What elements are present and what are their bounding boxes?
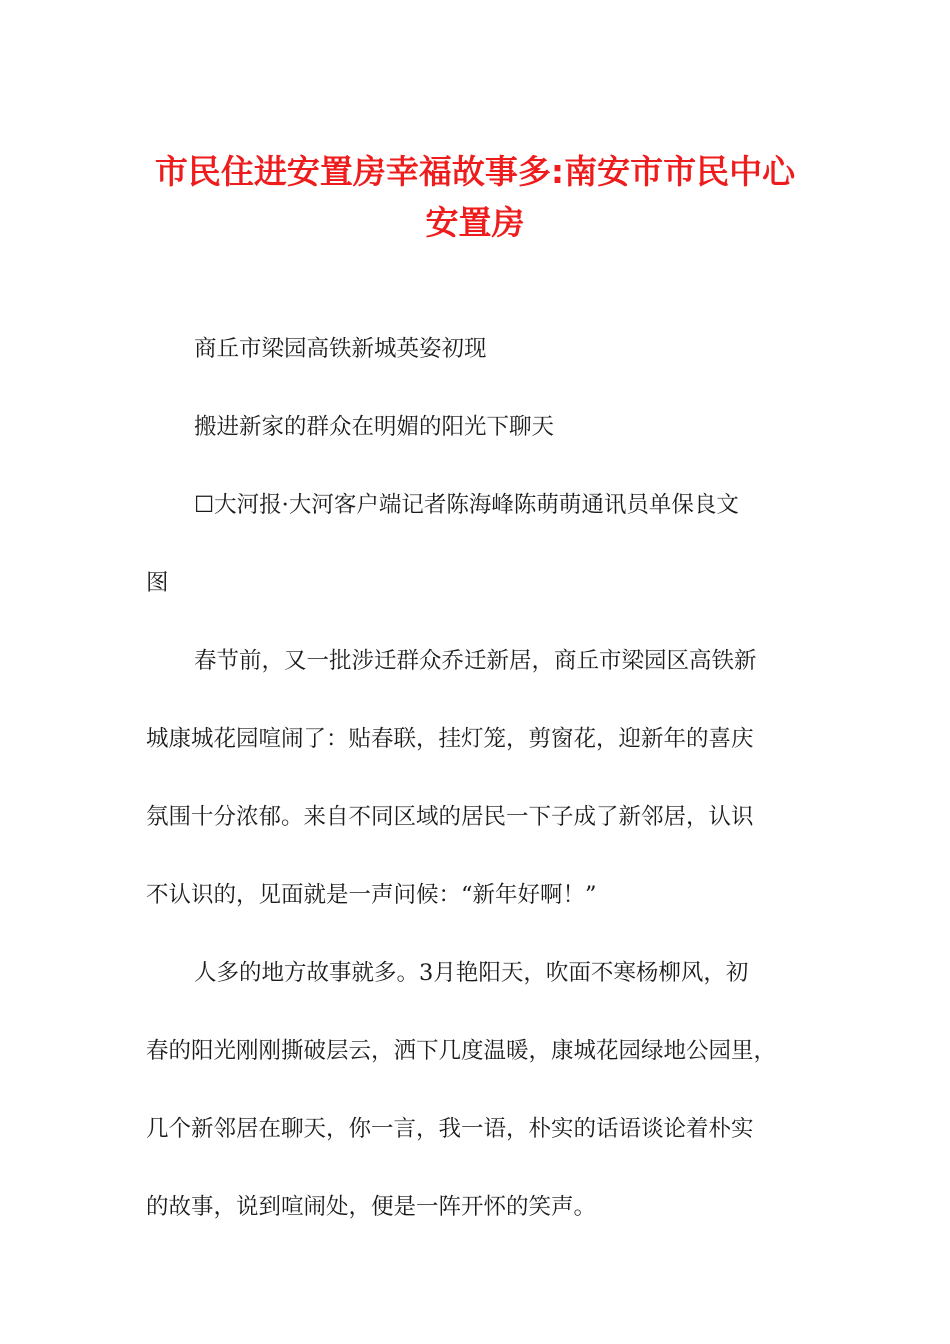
text-line: 图 [146,570,169,596]
text-line: 人多的地方故事就多。3月艳阳天，吹面不寒杨柳风，初 [194,960,749,986]
article-body [146,330,796,1266]
text-line: 氛围十分浓郁。来自不同区域的居民一下子成了新邻居，认识 [146,804,754,830]
title-line: 市民住进安置房幸福故事多:南安市市民中心 [154,152,796,191]
text-line: 城康城花园喧闹了：贴春联，挂灯笼，剪窗花，迎新年的喜庆 [146,726,754,752]
text-line: 几个新邻居在聊天，你一言，我一语，朴实的话语谈论着朴实 [146,1116,754,1142]
text-line: 商丘市梁园高铁新城英姿初现 [194,336,487,362]
text-line: 春节前，又一批涉迁群众乔迁新居，商丘市梁园区高铁新 [194,648,757,674]
text-line: 不认识的，见面就是一声问候：“新年好啊！” [146,882,597,908]
paragraph-subtitle-1 [146,330,796,369]
text-line: 搬进新家的群众在明媚的阳光下聊天 [194,414,555,440]
document-title [120,146,830,248]
paragraph-subtitle-2 [146,408,796,447]
paragraph-byline [146,486,796,603]
paragraph-body-1 [146,642,796,915]
paragraph-body-2 [146,954,796,1227]
text-line: 的故事，说到喧闹处，便是一阵开怀的笑声。 [146,1194,597,1220]
title-line: 安置房 [425,203,525,242]
text-line: 春的阳光刚刚撕破层云，洒下几度温暖，康城花园绿地公园里， [146,1038,777,1064]
text-line: ☐大河报·大河客户端记者陈海峰陈萌萌通讯员单保良文 [194,492,739,518]
